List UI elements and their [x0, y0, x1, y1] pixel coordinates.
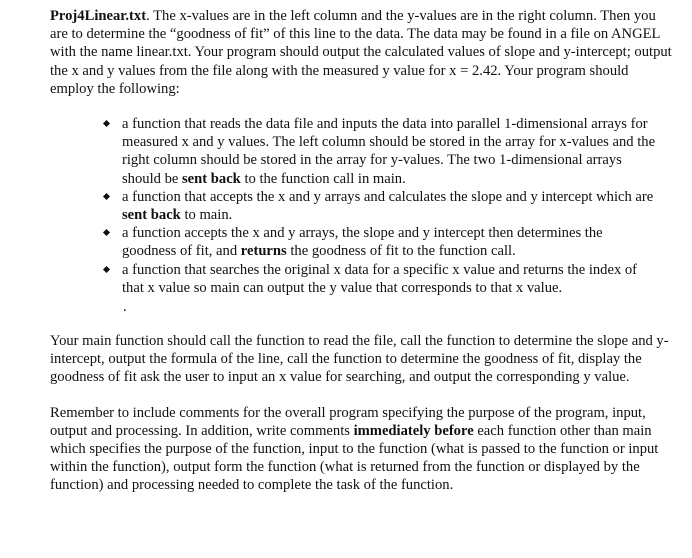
list-item: [122, 261, 660, 297]
bullet-emphasis: sent back: [122, 207, 181, 224]
comments-paragraph: [50, 404, 672, 495]
comments-text-end: each function other than main which specifies the purpose of the function, input to the function (what is passed to the function or input within the function), output form the function (what is returned from the function or displayed by the function) and processing needed to complete the task of the function.: [50, 422, 659, 494]
diamond-bullet-icon: [103, 193, 110, 200]
bullet-text: a function that accepts the x and y arrays and calculates the slope and y intercept which are: [122, 188, 654, 205]
diamond-bullet-icon: [103, 266, 110, 273]
bullet-text-end: to the function call in main.: [240, 170, 406, 187]
intro-text: . The x-values are in the left column and the y-values are in the right column. Then you are to determine the “goodness of fit” of this line to the data. The data may be found in a file on ANGEL with the name linear.txt. Your program should output the calculated values of slope and y-intercept; output the x and y values from the file along with the measured y value for x = 2.42. Your program should employ the following:: [50, 8, 672, 97]
diamond-bullet-icon: [103, 120, 110, 127]
comments-text: Remember to include comments for the overall program specifying the purpose of the program, input, output and processing. In addition, write comments: [50, 404, 646, 439]
bullet-text-end: to main.: [180, 207, 233, 224]
bullet-text: a function that searches the original x data for a specific x value and returns the index of that x value so main can output the y value that corresponds to that x value.: [122, 261, 638, 296]
list-item: [122, 188, 660, 224]
bullet-emphasis: returns: [240, 243, 287, 260]
project-filename: Proj4Linear.txt: [50, 8, 147, 24]
list-item: [122, 224, 660, 260]
stray-dot: .: [123, 299, 127, 316]
bullet-text: a function that reads the data file and inputs the data into parallel 1-dimensional arrays for measured x and y values. The left column should be stored in the array for x-values and the right column should be stored in the array for y-values. The two 1-dimensional arrays should be: [122, 116, 656, 187]
bullet-emphasis: sent back: [182, 170, 241, 187]
diamond-bullet-icon: [103, 229, 110, 236]
requirements-list: [50, 115, 660, 297]
bullet-text: a function accepts the x and y arrays, the slope and y intercept then determines the goodness of fit, and: [122, 225, 603, 260]
bullet-text-end: the goodness of fit to the function call.: [286, 243, 516, 260]
intro-paragraph: [50, 7, 672, 98]
comments-emphasis: immediately before: [353, 422, 474, 439]
list-item: [122, 115, 660, 188]
assignment-document: [50, 7, 672, 495]
main-function-paragraph: Your main function should call the function to read the file, call the function to determine the slope and y-intercept, output the formula of the line, call the function to determine the goodness of fit, display the goodness of fit ask the user to input an x value for searching, and output the corresponding y value.: [50, 333, 669, 386]
